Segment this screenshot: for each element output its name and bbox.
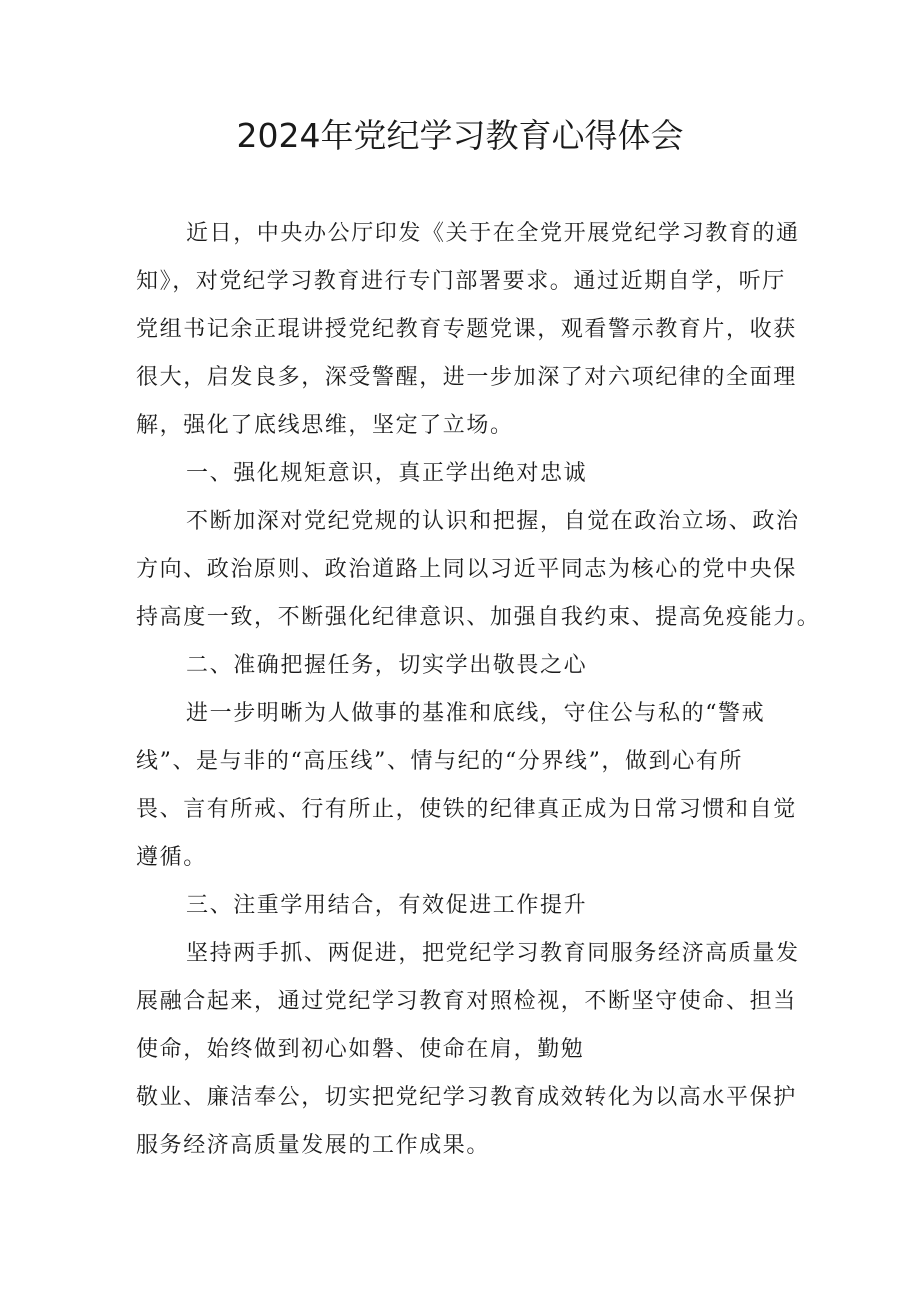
body-text-line: 遵循。: [136, 845, 207, 870]
body-text-line: 很大，启发良多，深受警醒，进一步加深了对六项纪律的全面理: [136, 365, 797, 390]
body-text-line: 坚持两手抓、两促进，把党纪学习教育同服务经济高质量发: [186, 941, 800, 966]
document-title: 2024年党纪学习教育心得体会: [236, 116, 684, 155]
body-text-line: 持高度一致，不断强化纪律意识、加强自我约束、提高免疫能力。: [136, 605, 821, 630]
body-text-line: 线”、是与非的“高压线”、情与纪的“分界线”，做到心有所: [136, 749, 744, 774]
body-text-line: 二、准确把握任务，切实学出敬畏之心: [186, 653, 588, 678]
body-text-line: 敬业、廉洁奉公，切实把党纪学习教育成效转化为以高水平保护: [136, 1085, 797, 1110]
body-text-line: 党组书记余正琨讲授党纪教育专题党课，观看警示教育片，收获: [136, 317, 797, 342]
body-text-line: 展融合起来，通过党纪学习教育对照检视，不断坚守使命、担当: [136, 989, 797, 1014]
body-text-line: 知》，对党纪学习教育进行专门部署要求。通过近期自学，听厅: [136, 269, 786, 294]
body-text-line: 畏、言有所戒、行有所止，使铁的纪律真正成为日常习惯和自觉: [136, 797, 797, 822]
body-text-line: 服务经济高质量发展的工作成果。: [136, 1133, 491, 1158]
body-text-line: 不断加深对党纪党规的认识和把握，自觉在政治立场、政治: [186, 509, 800, 534]
body-text-line: 近日，中央办公厅印发《关于在全党开展党纪学习教育的通: [186, 221, 800, 246]
body-text-line: 一、强化规矩意识，真正学出绝对忠诚: [186, 461, 588, 486]
document-body: [136, 210, 821, 1170]
body-text-line: 进一步明晰为人做事的基准和底线，守住公与私的“警戒: [186, 701, 766, 726]
body-text-line: 方向、政治原则、政治道路上同以习近平同志为核心的党中央保: [136, 557, 797, 582]
body-text-line: 三、注重学用结合，有效促进工作提升: [186, 893, 588, 918]
body-text-line: 解，强化了底线思维，坚定了立场。: [136, 413, 514, 438]
body-text-line: 使命，始终做到初心如磐、使命在肩，勤勉: [136, 1037, 585, 1062]
